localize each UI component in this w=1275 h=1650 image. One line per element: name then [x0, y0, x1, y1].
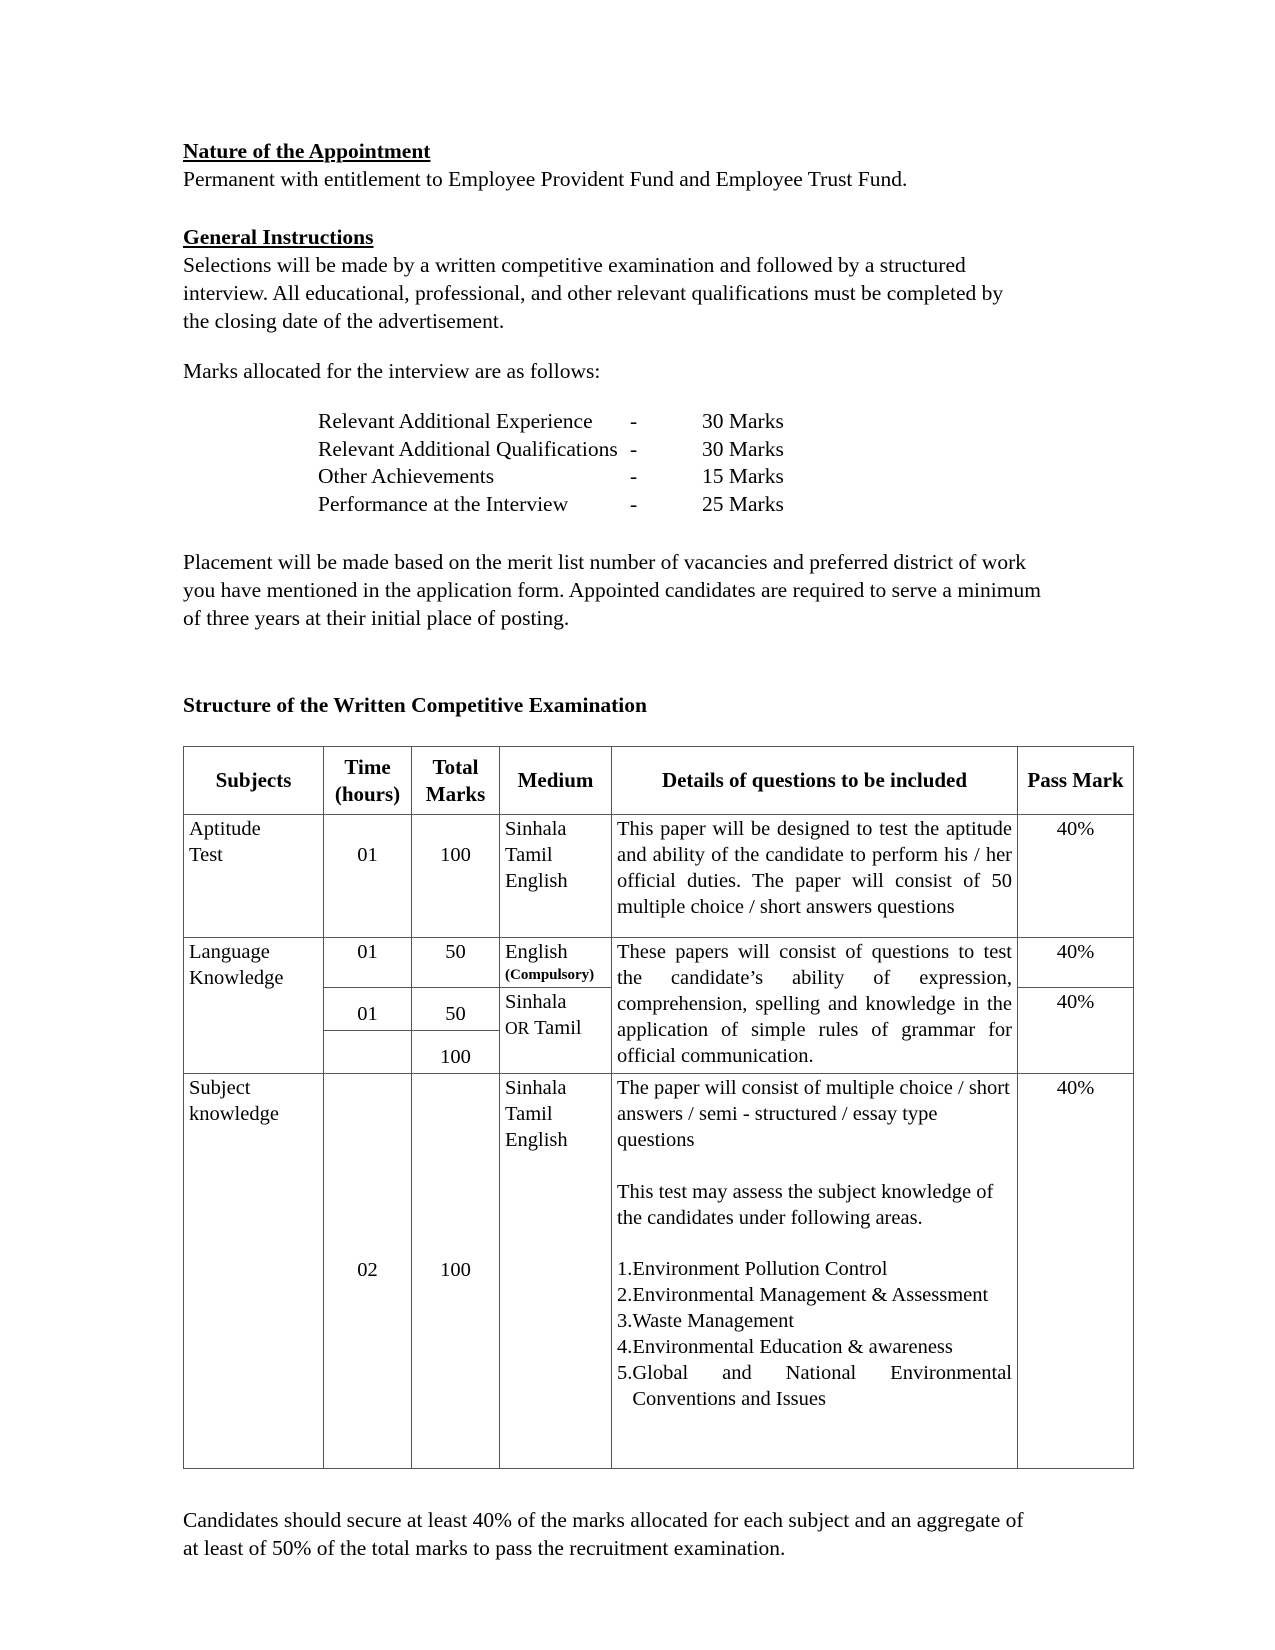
marks-intro: Marks allocated for the interview are as follows:	[183, 358, 601, 383]
language-subject-line1: Language	[189, 941, 270, 964]
nature-body: Permanent with entitlement to Employee Provident Fund and Employee Trust Fund.	[183, 166, 908, 191]
area-number: 1.	[617, 1258, 633, 1281]
header-total-line2: Marks	[425, 781, 486, 806]
exam-structure-table	[183, 746, 1134, 1469]
cell-pass-mark-language-b: 40%	[1018, 988, 1134, 1074]
section-general-instructions	[183, 224, 1133, 633]
area-number: 3.	[617, 1310, 633, 1333]
list-item	[617, 1335, 1012, 1361]
cell-details-subject-knowledge	[612, 1073, 1018, 1468]
cell-total-subject-knowledge: 100	[412, 1073, 500, 1468]
cell-subject-knowledge	[184, 1073, 324, 1468]
medium-language-b-or: OR	[505, 1018, 530, 1039]
medium-language-b-line1: Sinhala	[505, 991, 567, 1014]
marks-label: Relevant Additional Experience	[318, 408, 593, 433]
interview-marks-list	[183, 408, 1133, 520]
header-time-line1: Time	[344, 755, 391, 780]
header-details: Details of questions to be included	[612, 747, 1018, 815]
list-item	[617, 1257, 1012, 1283]
cell-total-marks-aptitude: 100	[412, 815, 500, 938]
marks-dash: -	[630, 492, 638, 517]
medium-line: Tamil	[505, 844, 553, 867]
list-item	[617, 1283, 1012, 1309]
marks-value: 30 Marks	[702, 408, 784, 433]
area-text: Waste Management	[632, 1310, 795, 1333]
area-number: 5.	[617, 1362, 633, 1385]
area-number: 4.	[617, 1336, 633, 1359]
document-page	[183, 0, 1133, 1563]
marks-label: Relevant Additional Qualifications	[318, 436, 618, 461]
area-text: Global and National Environmental Conventions and Issues	[632, 1362, 1012, 1411]
marks-value: 30 Marks	[702, 436, 784, 461]
medium-language-b-line2	[505, 1016, 606, 1042]
cell-pass-mark-aptitude: 40%	[1018, 815, 1134, 938]
cell-time-subject-knowledge: 02	[324, 1073, 412, 1468]
medium-line: English	[505, 1128, 568, 1151]
marks-dash: -	[630, 436, 638, 461]
cell-details-language: These papers will consist of questions to test the candidate’s ability of expression, comprehension, spelling and knowledge in the application of simple rules of grammar for official communication.	[612, 938, 1018, 1074]
table-row-subject-knowledge	[184, 1073, 1134, 1468]
medium-line: Sinhala	[505, 818, 567, 841]
list-item	[617, 1361, 1012, 1413]
cell-medium-language-b	[500, 988, 612, 1074]
header-total-marks	[412, 747, 500, 815]
marks-value: 25 Marks	[702, 492, 784, 517]
marks-dash: -	[630, 408, 638, 433]
cell-total-language-b: 50	[412, 988, 500, 1031]
cell-medium-subject-knowledge	[500, 1073, 612, 1468]
marks-row	[318, 408, 1133, 436]
medium-language-a-note: (Compulsory)	[505, 967, 595, 984]
subject-knowledge-areas-list	[617, 1257, 1012, 1413]
general-instructions-body: Selections will be made by a written competitive examination and followed by a structured interview. All educational, professional, and other relevant qualifications must be completed by the closing date of the advertisement.	[183, 252, 1004, 333]
aptitude-subject-line2: Test	[189, 844, 223, 867]
placement-paragraph: Placement will be made based on the merit list number of vacancies and preferred district of work you have mentioned in the application form. Appointed candidates are required to serve a minimum of three years at their initial place of posting.	[183, 550, 1041, 631]
marks-label: Performance at the Interview	[318, 492, 569, 517]
exam-structure-title: Structure of the Written Competitive Examination	[183, 693, 647, 718]
list-item	[617, 1309, 1012, 1335]
table-row-aptitude-test	[184, 815, 1134, 938]
cell-time-language-b: 01	[324, 988, 412, 1031]
subject-knowledge-details-p2: This test may assess the subject knowledge of the candidates under following areas.	[617, 1180, 994, 1229]
subject-knowledge-details-p1: The paper will consist of multiple choice / short answers / semi - structured / essay type questions	[617, 1076, 1010, 1151]
cell-total-language-a: 50	[412, 938, 500, 988]
marks-row	[318, 463, 1133, 491]
cell-time-language-a: 01	[324, 938, 412, 988]
cell-subject-aptitude	[184, 815, 324, 938]
aptitude-subject-line1: Aptitude	[189, 818, 261, 841]
medium-line: Sinhala	[505, 1076, 567, 1099]
header-medium: Medium	[500, 747, 612, 815]
cell-time-aptitude: 01	[324, 815, 412, 938]
area-text: Environment Pollution Control	[632, 1258, 888, 1281]
cell-medium-aptitude	[500, 815, 612, 938]
medium-line: English	[505, 870, 568, 893]
cell-total-language-sum: 100	[412, 1031, 500, 1074]
closing-paragraph: Candidates should secure at least 40% of the marks allocated for each subject and an aggregate of at least of 50% of the total marks to pass the recruitment examination.	[183, 1507, 1024, 1560]
marks-row	[318, 436, 1133, 464]
header-subjects: Subjects	[184, 747, 324, 815]
cell-subject-language	[184, 938, 324, 1074]
cell-time-language-total	[324, 1031, 412, 1074]
cell-medium-language-a	[500, 938, 612, 988]
table-header-row	[184, 747, 1134, 815]
marks-row	[318, 491, 1133, 519]
header-time-line2: (hours)	[334, 781, 401, 806]
area-text: Environmental Education & awareness	[632, 1336, 953, 1359]
header-total-line1: Total	[432, 755, 479, 780]
medium-language-b-lang: Tamil	[534, 1017, 582, 1040]
medium-line: Tamil	[505, 1102, 553, 1125]
general-instructions-heading: General Instructions	[183, 224, 374, 249]
area-number: 2.	[617, 1284, 633, 1307]
marks-value: 15 Marks	[702, 464, 784, 489]
cell-pass-mark-language-a: 40%	[1018, 938, 1134, 988]
subject-knowledge-line1: Subject	[189, 1076, 251, 1099]
nature-heading: Nature of the Appointment	[183, 139, 431, 163]
header-pass-mark: Pass Mark	[1018, 747, 1134, 815]
marks-dash: -	[630, 464, 638, 489]
subject-knowledge-line2: knowledge	[189, 1102, 279, 1125]
medium-language-a-lang: English	[505, 941, 568, 964]
language-subject-line2: Knowledge	[189, 967, 284, 990]
cell-pass-mark-subject-knowledge: 40%	[1018, 1073, 1134, 1468]
section-nature-of-appointment	[183, 138, 1133, 194]
header-time	[324, 747, 412, 815]
table-row-language-knowledge-a	[184, 938, 1134, 988]
cell-details-aptitude: This paper will be designed to test the aptitude and ability of the candidate to perform his / her official duties. The paper will consist of 50 multiple choice / short answers questions	[612, 815, 1018, 938]
marks-label: Other Achievements	[318, 464, 495, 489]
area-text: Environmental Management & Assessment	[632, 1284, 989, 1307]
